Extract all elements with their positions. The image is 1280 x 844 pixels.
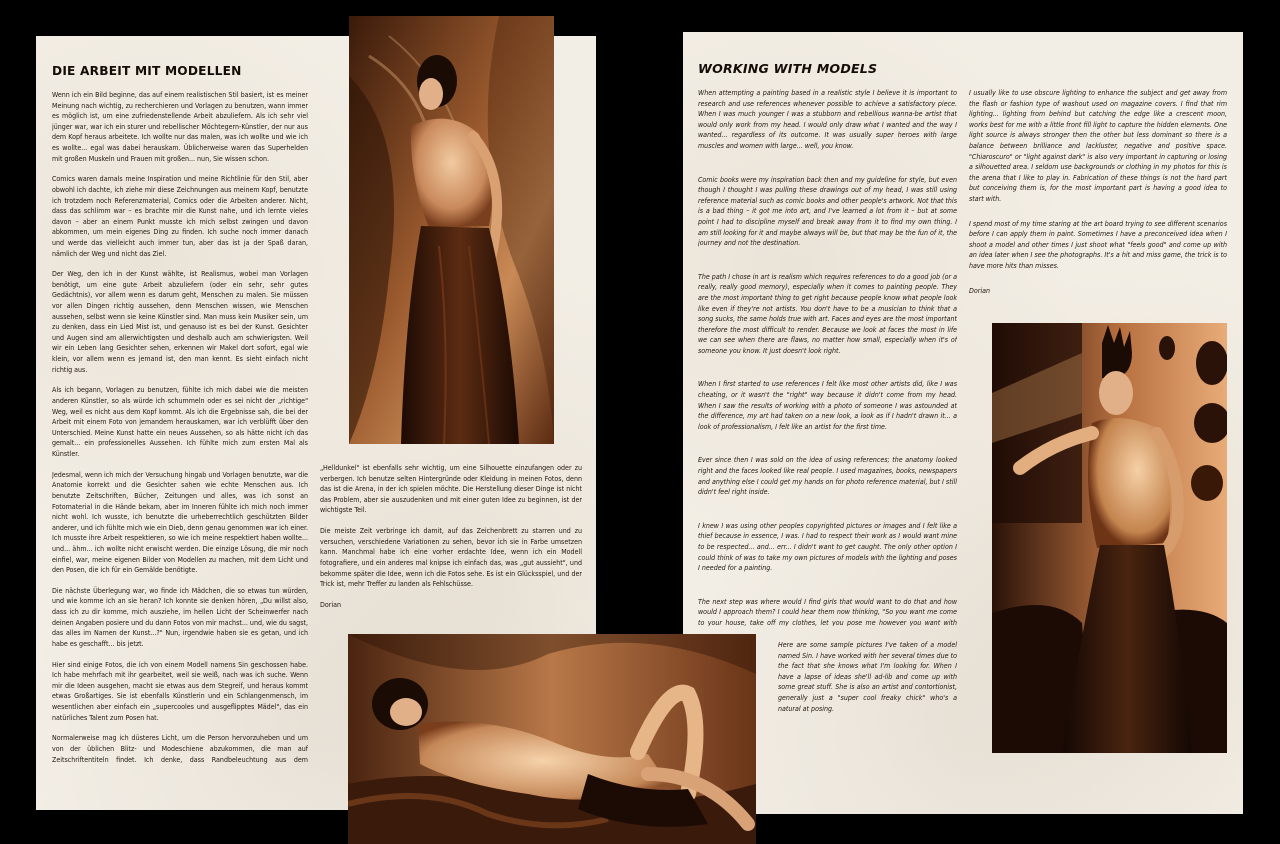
photo-model-standing-image	[349, 16, 554, 444]
english-column-3	[778, 640, 957, 715]
paragraph: „Helldunkel" ist ebenfalls sehr wichtig, um eine Silhouette einzufangen oder zu verbergen. Ich benutze selten Hintergründe oder Kleidung in meinen Fotos, denn das ist die Arena, in der ich spielen möchte. Die Herstellung dieser Dinge ist nicht das Problem, aber sie auszudenken und mit einer guten Idee zu beginnen, ist der wichtigste Teil.	[320, 463, 582, 515]
heading-english: WORKING WITH MODELS	[698, 61, 878, 76]
photo-model-mohawk	[992, 323, 1227, 753]
paragraph: Die nächste Überlegung war, wo finde ich Mädchen, die so etwas tun würden, und wie komme ich an sie heran? Ich konnte sie denken hören, „Du willst also, dass ich zu dir komme, mich ausziehe, im hellen Licht der Scheinwerfer nach deinen Angaben posiere und du dann Fotos von mir machst... und, wie du sagst, das alles im Namen der Kunst...?" Nun, irgendwie haben sie es getan, und ich habe es geschafft... bis jetzt.	[52, 585, 308, 648]
german-column-2	[320, 463, 582, 613]
photo-model-reclining-image	[348, 634, 756, 844]
photo-model-standing	[349, 16, 554, 444]
paragraph: I usually like to use obscure lighting to enhance the subject and get away from the flash or fashion type of washout used on magazine covers. I find that rim lighting... lighting from behind but catching the edge like a crescent moon, works best for me with a little front fill light to capture the hidden elements. One light source is always stronger then the other but less dominant so there is a balance between brilliance and lackluster, negative and positive space. "Chiaroscuro" or "light against dark" is also very important in capturing or losing a silhouetted area. I seldom use backgrounds or clothing in my photos for this is the arena that I like to play in. Fabrication of these things is not the hard part but conceiving them is, for the most important part is having a good idea to start with.	[969, 88, 1227, 203]
german-column-1	[52, 90, 308, 766]
paragraph: Wenn ich ein Bild beginne, das auf einem realistischen Stil basiert, ist es meiner Meinung nach wichtig, zu recherchieren und Vorlagen zu benutzen, wann immer es möglich ist, um eine zufriedenstellende Arbeit abzuliefern. Als ich sehr viel jünger war, war ich ein sturer und rebellischer Möchtegern-Künstler, der nur aus dem Kopf heraus arbeitete. Ich wollte nur das malen, was ich wollte und wie ich es wollte... egal was dabei herauskam. Üblicherweise waren das Superhelden mit großen Muskeln und Frauen mit großen... nun, Sie wissen schon.	[52, 90, 308, 163]
author-signature: Dorian	[320, 599, 342, 609]
paragraph: Jedesmal, wenn ich mich der Versuchung hingab und Vorlagen benutzte, war die Anatomie korrekt und die Gesichter sahen wie echte Menschen aus. Ich benutzte Zeitschriften, Bücher, Zeitungen und alles, was ich sonst an Fotomaterial in die Hände bekam, aber im Inneren fühlte ich mich noch immer nicht wohl. Ich wusste, ich benutzte die urheberrechtlich geschützten Bilder anderer, und ich fühlte mich wie ein Dieb, denn genau genommen war ich einer. Ich musste ihre Arbeit respektieren, so wie ich meine respektiert haben wollte... und... ähm... ich wollte nicht erwischt werden. Die einzige Lösung, die mir noch einfiel, war, meine eigenen Bilder von Modellen zu machen, mit dem Licht und den Posen, die ich für ein Gemälde benötigte.	[52, 469, 308, 575]
paragraph: When I first started to use references I felt like most other artists did, like I was cheating, or it wasn't the "right" way because it didn't come from my head. When I saw the results of working with a photo of someone I was astounded at the difference, my art had taken on a new look, a look as if I hadn't drawn it... a look of professionalism, I felt like an artist for the first time.	[698, 379, 957, 431]
photo-model-mohawk-image	[992, 323, 1227, 753]
english-column-1	[698, 88, 957, 626]
heading-german: DIE ARBEIT MIT MODELLEN	[52, 64, 242, 78]
photo-model-reclining	[348, 634, 756, 844]
author-signature: Dorian	[969, 285, 991, 295]
paragraph: When attempting a painting based in a realistic style I believe it is important to research and use references whenever possible to achieve a satisfactory piece. When I was much younger I was a stubborn and rebellious wanna-be artist that would only work from my head. I would only draw what I wanted and the way I wanted... regardless of its outcome. It was usually super heroes with large muscles and women with large... well, you know.	[698, 88, 957, 150]
paragraph: Als ich begann, Vorlagen zu benutzen, fühlte ich mich dabei wie die meisten anderen Künstler, so als würde ich schummeln oder es sei nicht der „richtige" Weg, weil es nicht aus dem Kopf kommt. Als ich die Ergebnisse sah, die bei der Arbeit mit einem Foto von jemandem herauskamen, war ich verblüfft über den Unterschied. Meine Kunst hatte ein neues Aussehen, so als hätte nicht ich das gemalt... ein professionelles Aussehen. Ich fühlte mich zum ersten Mal als Künstler.	[52, 385, 308, 458]
paragraph: I knew I was using other peoples copyrighted pictures or images and I felt like a thief because in essence, I was. I had to respect their work as I would want mine to be respected... and... err... I didn't want to get caught. The only other option I could think of was to take my own pictures of models with the lighting and poses I needed for a painting.	[698, 520, 957, 573]
paragraph: Ever since then I was sold on the idea of using references; the anatomy looked right and the faces looked like real people. I used magazines, books, newspapers and anything else I could get my hands on for photo reference material, but I still didn't feel right inside.	[698, 455, 957, 497]
english-column-2	[969, 88, 1227, 298]
paragraph: Comics waren damals meine Inspiration und meine Richtlinie für den Stil, aber obwohl ich dachte, ich ziehe mir diese Zeichnungen aus meinem Kopf, benutzte ich trotzdem noch Referenzmaterial, Comics oder die Arbeiten anderer. Nicht, dass das schlimm war – es brachte mir die Kunst nahe, und ich lernte vieles davon – aber an einem Punkt musste ich mich selbst zwingen und davon abkommen, um mein eigenes Ding zu finden. Ich suche noch immer danach und werde das vielleicht auch immer tun, aber das ist ja der Spaß daran, nämlich der Weg und nicht das Ziel.	[52, 174, 308, 258]
paragraph: The next step was where would I find girls that would want to do that and how would I approach them? I could hear them now thinking, "So you want me come to your house, take off my clothes, let you pose me however you want with	[698, 596, 957, 626]
paragraph: I spend most of my time staring at the art board trying to see different scenarios before I can apply them in paint. Sometimes I have a preconceived idea when I shoot a model and other times I just shoot what "feels good" and come up with an idea later when I see the photographs. It's a hit and miss game, the trick is to have more hits than misses.	[969, 218, 1227, 270]
paragraph: Here are some sample pictures I've taken of a model named Sin. I have worked with her several times due to the fact that she knows what I'm looking for. When I have a lapse of ideas she'll ad-lib and come up with some great stuff. She is also an artist and contortionist, generally just a "super cool freaky chick" who's a natural at posing.	[778, 640, 957, 713]
paragraph: Die meiste Zeit verbringe ich damit, auf das Zeichenbrett zu starren und zu versuchen, verschiedene Variationen zu sehen, bevor ich sie in Farbe umsetzen kann. Manchmal habe ich eine vorher erdachte Idee, wenn ich ein Modell fotografiere, und ein anderes mal knipse ich einfach das, was „gut aussieht", und bekomme später die Idee, wenn ich die Fotos sehe. Es ist ein Glücksspiel, und der Trick ist, mehr Treffer zu landen als Fehlschüsse.	[320, 526, 582, 589]
paragraph: The path I chose in art is realism which requires references to do a good job (or a really, really good memory), especially when it comes to painting people. They are the most important thing to get right because people know what people look like even if they're not artists. You don't have to be a musician to think that a song sucks, the same holds true with art. Faces and eyes are the most important therefore the most difficult to render. Because we look at faces the most in life we can see when there are flaws, no matter how small, especially when it's of someone you know. It just doesn't look right.	[698, 271, 957, 355]
paragraph: Comic books were my inspiration back then and my guideline for style, but even though I thought I was pulling these drawings out of my head, I was still using reference material such as comic books and other people's artwork. Not that this is a bad thing – it got me into art, and I've learned a lot from it – but at some point I had to discipline myself and break away from it to find my own thing. I am still looking for it and maybe always will be, but that may be the fun of it, the journey and not the destination.	[698, 174, 957, 248]
paragraph: Der Weg, den ich in der Kunst wählte, ist Realismus, wobei man Vorlagen benötigt, um eine gute Arbeit abzuliefern (oder ein sehr, sehr gutes Gedächtnis), vor allem wenn es darum geht, Menschen zu malen. Sie müssen vor allen Dingen richtig aussehen, denn Menschen wissen, wie Menschen aussehen, selbst wenn sie keine Künstler sind. Man muss kein Musiker sein, um zu denken, dass ein Lied Mist ist, und genauso ist es bei der Kunst. Gesichter und Augen sind am allerwichtigsten und deshalb auch am schwierigsten. Weil wir ein Leben lang Gesichter sehen, erkennen wir Makel dort sofort, egal wie klein, vor allem wenn es jemand ist, den man kennt. Es sieht einfach nicht richtig aus.	[52, 269, 308, 374]
paragraph: Hier sind einige Fotos, die ich von einem Modell namens Sin geschossen habe. Ich habe mehrfach mit ihr gearbeitet, weil sie weiß, nach was ich suche. Wenn mir die Ideen ausgehen, macht sie etwas aus dem Stegreif, und heraus kommt etwas Großartiges. Sie ist ebenfalls Künstlerin und ein Schlangenmensch, im wesentlichen aber einfach ein „supercooles und ausgeflipptes Mädel", das ein natürliches Talent zum Posen hat.	[52, 659, 308, 722]
paragraph: Normalerweise mag ich düsteres Licht, um die Person hervorzuheben und um von der üblichen Blitz- und Modeschiene abzukommen, die man auf Zeitschriftentiteln findet. Ich denke, dass Randbeleuchtung aus dem	[52, 733, 308, 764]
